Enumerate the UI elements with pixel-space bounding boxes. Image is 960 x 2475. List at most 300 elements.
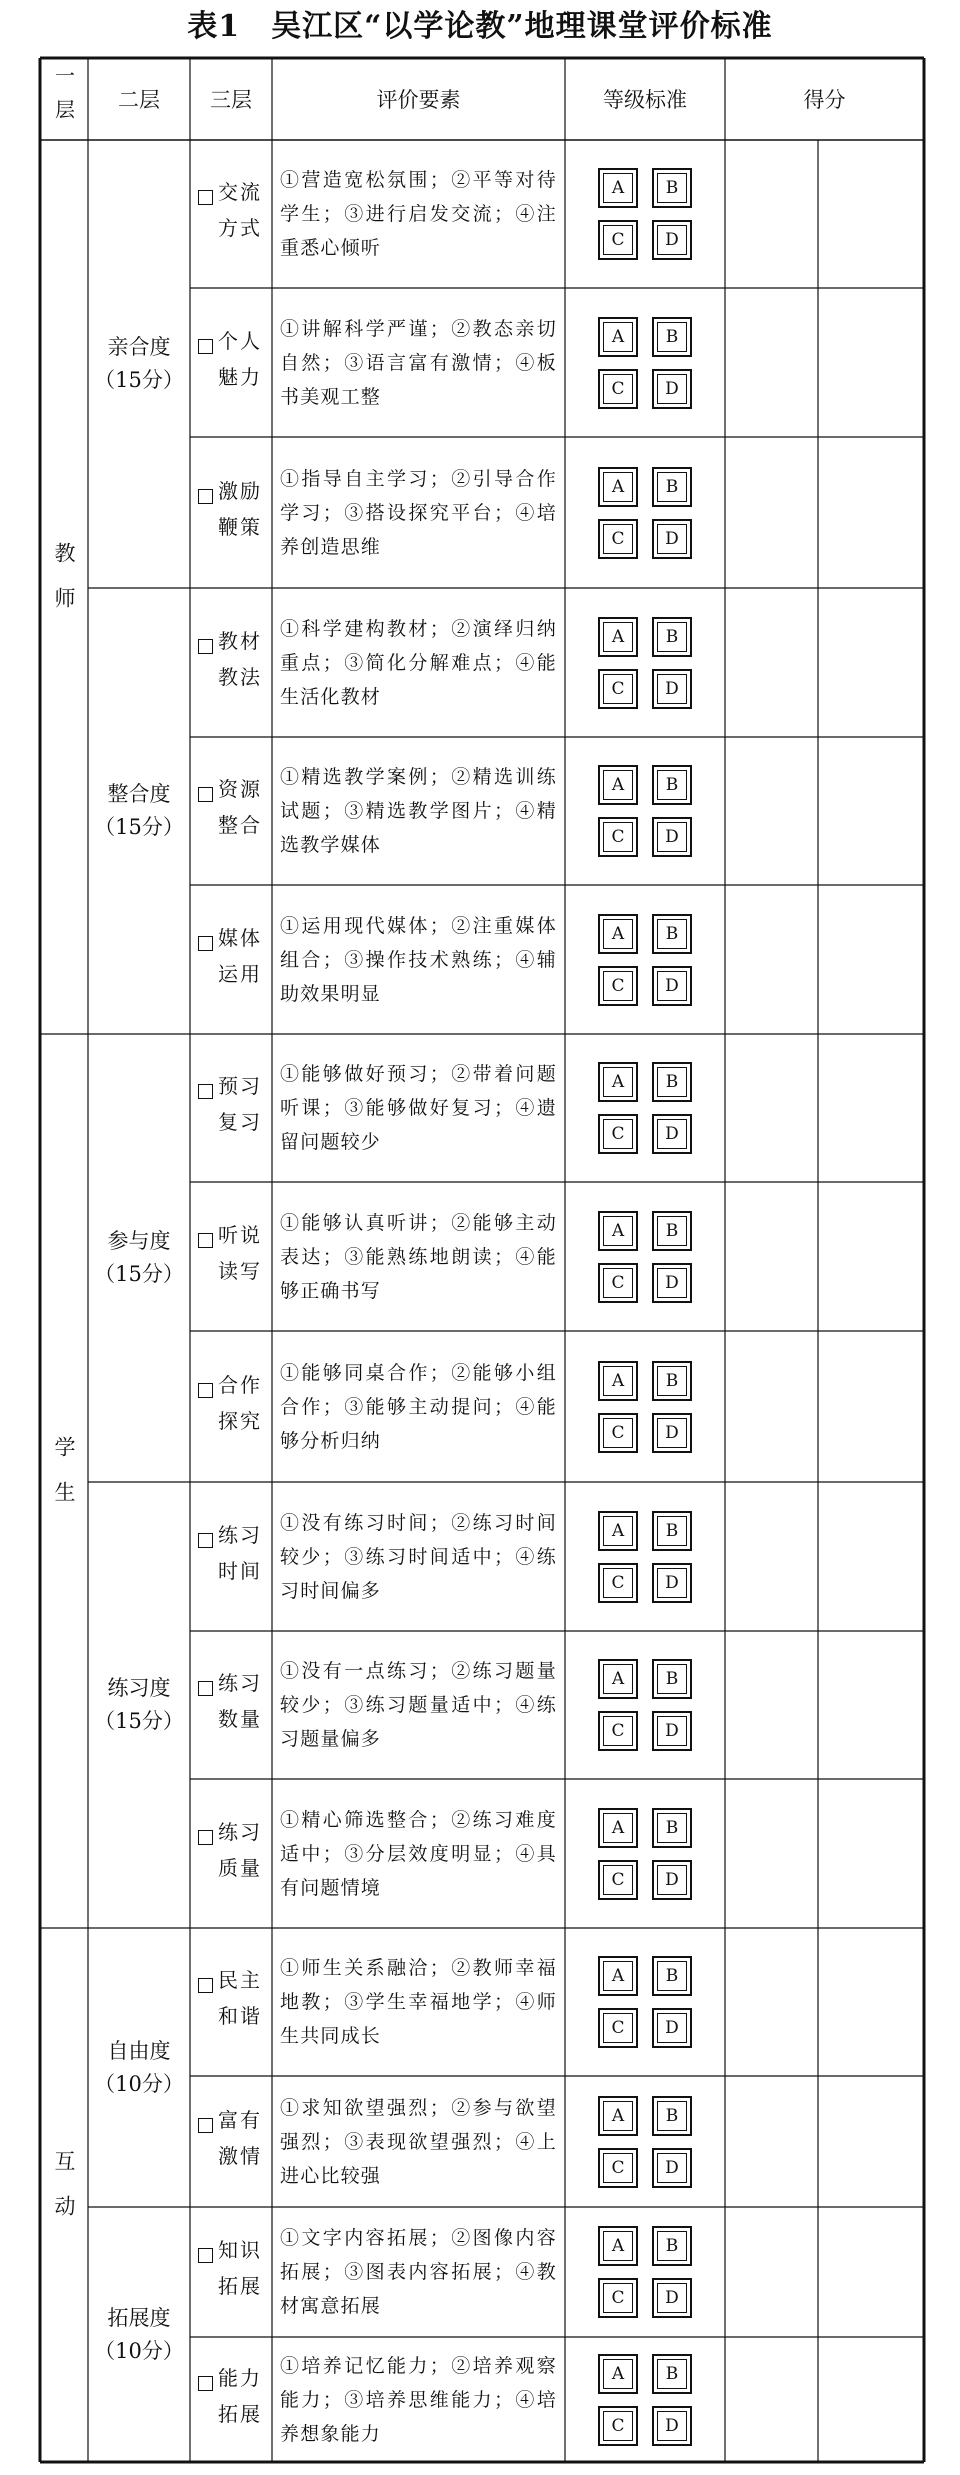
grade-option-label: D bbox=[657, 1716, 687, 1746]
level3-checkbox[interactable] bbox=[198, 1084, 213, 1099]
level3-label: 能力拓展 bbox=[218, 2365, 262, 2426]
level2-2-0: 自由度 （10分） bbox=[94, 2038, 184, 2096]
grade-option-d[interactable] bbox=[652, 669, 692, 709]
grade-option-label: D bbox=[657, 1418, 687, 1448]
grade-option-label: A bbox=[603, 1813, 633, 1843]
level3-cell bbox=[190, 737, 272, 885]
grade-option-b[interactable] bbox=[652, 617, 692, 657]
level3-checkbox[interactable] bbox=[198, 1233, 213, 1248]
grade-option-label: D bbox=[657, 822, 687, 852]
grade-row bbox=[598, 2406, 692, 2446]
requirements-text: ①能够做好预习；②带着问题听课；③能够做好复习；④遗留问题较少 bbox=[280, 1063, 557, 1153]
grade-option-label: D bbox=[657, 2153, 687, 2183]
grade-standard-cell bbox=[565, 437, 725, 588]
requirements-text: ①运用现代媒体；②注重媒体组合；③操作技术熟练；④辅助效果明显 bbox=[280, 914, 557, 1005]
grade-row bbox=[598, 817, 692, 857]
grade-option-label: C bbox=[603, 1418, 633, 1448]
grade-option-d[interactable] bbox=[652, 1563, 692, 1603]
score-total-cell[interactable] bbox=[818, 1779, 924, 1928]
grade-row bbox=[598, 2008, 692, 2048]
grade-row bbox=[598, 617, 692, 657]
level3-checkbox[interactable] bbox=[198, 1830, 213, 1845]
score-cell[interactable] bbox=[725, 1034, 818, 1182]
grade-option-d[interactable] bbox=[652, 2148, 692, 2188]
level3-label: 教材教法 bbox=[218, 628, 262, 689]
score-total-cell[interactable] bbox=[818, 288, 924, 437]
grade-row bbox=[598, 1263, 692, 1303]
grade-option-c[interactable] bbox=[598, 1860, 638, 1900]
grade-row bbox=[598, 467, 692, 507]
header-grade-standard: 等级标准 bbox=[603, 88, 687, 112]
grade-option-label: B bbox=[657, 1216, 687, 1246]
level3-cell bbox=[190, 140, 272, 288]
grade-option-label: C bbox=[603, 225, 633, 255]
grade-option-a[interactable] bbox=[598, 2354, 638, 2394]
level3-checkbox[interactable] bbox=[198, 936, 213, 951]
grade-option-label: D bbox=[657, 1119, 687, 1149]
level3-label: 练习时间 bbox=[218, 1522, 262, 1583]
score-total-cell[interactable] bbox=[818, 2207, 924, 2337]
grade-row bbox=[598, 1361, 692, 1401]
grade-option-a[interactable] bbox=[598, 1659, 638, 1699]
grade-option-label: C bbox=[603, 524, 633, 554]
grade-row bbox=[598, 1114, 692, 1154]
grade-option-label: B bbox=[657, 472, 687, 502]
grade-standard-cell bbox=[565, 2076, 725, 2207]
grade-option-label: A bbox=[603, 472, 633, 502]
grade-option-d[interactable] bbox=[652, 220, 692, 260]
score-total-cell[interactable] bbox=[818, 737, 924, 885]
grade-option-c[interactable] bbox=[598, 220, 638, 260]
grade-row bbox=[598, 168, 692, 208]
grade-row bbox=[598, 1211, 692, 1251]
level3-label: 合作探究 bbox=[218, 1372, 262, 1433]
grade-option-c[interactable] bbox=[598, 2278, 638, 2318]
grade-option-b[interactable] bbox=[652, 1808, 692, 1848]
grade-option-d[interactable] bbox=[652, 2406, 692, 2446]
header-requirements: 评价要素 bbox=[376, 88, 461, 112]
grade-option-label: D bbox=[657, 2411, 687, 2441]
grade-option-label: A bbox=[603, 1516, 633, 1546]
score-cell[interactable] bbox=[725, 288, 818, 437]
requirements-text: ①培养记忆能力；②培养观察能力；③培养思维能力；④培养想象能力 bbox=[280, 2354, 557, 2445]
header-level2: 二层 bbox=[118, 88, 160, 112]
grade-option-a[interactable] bbox=[598, 1956, 638, 1996]
score-cell[interactable] bbox=[725, 2076, 818, 2207]
grade-row bbox=[598, 1711, 692, 1751]
grade-option-b[interactable] bbox=[652, 2226, 692, 2266]
grade-option-d[interactable] bbox=[652, 519, 692, 559]
grade-option-label: D bbox=[657, 2013, 687, 2043]
level3-item bbox=[198, 1970, 264, 2034]
grade-option-b[interactable] bbox=[652, 1361, 692, 1401]
level3-item bbox=[198, 1076, 264, 1140]
score-total-cell[interactable] bbox=[818, 140, 924, 288]
score-total-cell[interactable] bbox=[818, 2076, 924, 2207]
level3-checkbox[interactable] bbox=[198, 639, 213, 654]
grade-option-label: B bbox=[657, 173, 687, 203]
grade-row bbox=[598, 966, 692, 1006]
grade-option-label: D bbox=[657, 971, 687, 1001]
grade-option-d[interactable] bbox=[652, 369, 692, 409]
grade-option-label: D bbox=[657, 1568, 687, 1598]
grade-row bbox=[598, 2148, 692, 2188]
level3-label: 预习复习 bbox=[218, 1074, 262, 1134]
grade-option-label: A bbox=[603, 1067, 633, 1097]
level1-1: 学生 bbox=[52, 1436, 76, 1526]
grade-standard-cell bbox=[565, 737, 725, 885]
grade-option-b[interactable] bbox=[652, 1511, 692, 1551]
level2-1-0: 参与度 （15分） bbox=[94, 1229, 184, 1286]
score-cell[interactable] bbox=[725, 2207, 818, 2337]
grade-option-d[interactable] bbox=[652, 1263, 692, 1303]
grade-option-c[interactable] bbox=[598, 1263, 638, 1303]
grade-option-label: B bbox=[657, 622, 687, 652]
score-cell[interactable] bbox=[725, 588, 818, 737]
level3-label: 资源整合 bbox=[218, 777, 262, 837]
grade-option-label: C bbox=[603, 2013, 633, 2043]
grade-option-a[interactable] bbox=[598, 317, 638, 357]
grade-option-label: A bbox=[603, 2359, 633, 2389]
grade-option-c[interactable] bbox=[598, 2008, 638, 2048]
grade-option-label: D bbox=[657, 1268, 687, 1298]
level3-checkbox[interactable] bbox=[198, 339, 213, 354]
requirements-cell bbox=[272, 737, 565, 885]
level3-cell bbox=[190, 588, 272, 737]
grade-standard-cell bbox=[565, 885, 725, 1034]
grade-option-label: C bbox=[603, 822, 633, 852]
grade-option-label: D bbox=[657, 1865, 687, 1895]
score-cell[interactable] bbox=[725, 1631, 818, 1779]
level3-checkbox[interactable] bbox=[198, 489, 213, 504]
requirements-cell bbox=[272, 1034, 565, 1182]
grade-option-b[interactable] bbox=[652, 1659, 692, 1699]
table-title: 表1 吴江区“以学论教”地理课堂评价标准 bbox=[187, 9, 773, 44]
grade-option-label: A bbox=[603, 1366, 633, 1396]
grade-option-label: A bbox=[603, 2231, 633, 2261]
score-total-cell[interactable] bbox=[818, 588, 924, 737]
grade-option-label: B bbox=[657, 1961, 687, 1991]
grade-option-label: A bbox=[603, 1961, 633, 1991]
score-cell[interactable] bbox=[725, 1928, 818, 2076]
grade-option-a[interactable] bbox=[598, 2096, 638, 2136]
grade-option-b[interactable] bbox=[652, 1062, 692, 1102]
grade-option-d[interactable] bbox=[652, 1711, 692, 1751]
grade-option-a[interactable] bbox=[598, 1211, 638, 1251]
level1-2: 互动 bbox=[52, 2150, 76, 2240]
grade-option-b[interactable] bbox=[652, 765, 692, 805]
level3-checkbox[interactable] bbox=[198, 2118, 213, 2133]
requirements-cell bbox=[272, 2076, 565, 2207]
requirements-text: ①科学建构教材；②演绎归纳重点；③简化分解难点；④能生活化教材 bbox=[280, 617, 557, 708]
grade-option-b[interactable] bbox=[652, 1956, 692, 1996]
score-total-cell[interactable] bbox=[818, 2337, 924, 2462]
grade-option-label: A bbox=[603, 1216, 633, 1246]
level3-cell bbox=[190, 437, 272, 588]
level3-label: 听说读写 bbox=[218, 1222, 262, 1283]
grade-option-label: C bbox=[603, 1716, 633, 1746]
grade-row bbox=[598, 669, 692, 709]
score-cell[interactable] bbox=[725, 437, 818, 588]
grade-option-a[interactable] bbox=[598, 2226, 638, 2266]
grade-option-label: C bbox=[603, 1865, 633, 1895]
grade-option-b[interactable] bbox=[652, 2354, 692, 2394]
grade-option-label: B bbox=[657, 1067, 687, 1097]
grade-option-c[interactable] bbox=[598, 966, 638, 1006]
score-cell[interactable] bbox=[725, 1482, 818, 1631]
requirements-cell bbox=[272, 140, 565, 288]
level3-item bbox=[198, 182, 264, 246]
grade-standard-cell bbox=[565, 1182, 725, 1331]
level3-item bbox=[198, 2107, 264, 2174]
grade-row bbox=[598, 1062, 692, 1102]
grade-option-label: A bbox=[603, 919, 633, 949]
score-cell[interactable] bbox=[725, 885, 818, 1034]
grade-option-label: A bbox=[603, 770, 633, 800]
requirements-text: ①师生关系融洽；②教师幸福地教；③学生幸福地学；④师生共同成长 bbox=[280, 1957, 557, 2047]
grade-row bbox=[598, 1659, 692, 1699]
grade-row bbox=[598, 1511, 692, 1551]
score-total-cell[interactable] bbox=[818, 1331, 924, 1482]
requirements-cell bbox=[272, 288, 565, 437]
score-cell[interactable] bbox=[725, 2337, 818, 2462]
grade-option-a[interactable] bbox=[598, 765, 638, 805]
level2-1-1: 练习度 （15分） bbox=[94, 1676, 184, 1733]
level3-checkbox[interactable] bbox=[198, 1978, 213, 1993]
grade-option-a[interactable] bbox=[598, 1511, 638, 1551]
level3-cell bbox=[190, 2337, 272, 2462]
grade-row bbox=[598, 519, 692, 559]
requirements-text: ①讲解科学严谨；②教态亲切自然；③语言富有激情；④板书美观工整 bbox=[280, 317, 557, 408]
grade-option-label: C bbox=[603, 971, 633, 1001]
level3-item bbox=[198, 1222, 264, 1289]
grade-option-b[interactable] bbox=[652, 914, 692, 954]
grade-row bbox=[598, 2354, 692, 2394]
grade-standard-cell bbox=[565, 588, 725, 737]
requirements-cell bbox=[272, 588, 565, 737]
grade-option-c[interactable] bbox=[598, 2406, 638, 2446]
grade-option-label: B bbox=[657, 1366, 687, 1396]
grade-option-a[interactable] bbox=[598, 467, 638, 507]
level3-cell bbox=[190, 1331, 272, 1482]
grade-standard-cell bbox=[565, 1331, 725, 1482]
score-cell[interactable] bbox=[725, 140, 818, 288]
level3-checkbox[interactable] bbox=[198, 1681, 213, 1696]
requirements-cell bbox=[272, 1482, 565, 1631]
grade-option-b[interactable] bbox=[652, 168, 692, 208]
grade-standard-cell bbox=[565, 1928, 725, 2076]
level3-label: 个人魅力 bbox=[218, 328, 262, 389]
grade-standard-cell bbox=[565, 2207, 725, 2337]
requirements-cell bbox=[272, 1182, 565, 1331]
level3-label: 练习数量 bbox=[218, 1671, 262, 1731]
grade-option-a[interactable] bbox=[598, 1361, 638, 1401]
requirements-text: ①指导自主学习；②引导合作学习；③搭设探究平台；④培养创造思维 bbox=[280, 467, 557, 558]
level2-2-1: 拓展度 （10分） bbox=[94, 2305, 184, 2363]
level3-item bbox=[198, 1673, 264, 1737]
level3-cell bbox=[190, 1034, 272, 1182]
requirements-text: ①没有练习时间；②练习时间较少；③练习时间适中；④练习时间偏多 bbox=[280, 1511, 557, 1602]
grade-option-label: D bbox=[657, 374, 687, 404]
grade-option-label: A bbox=[603, 322, 633, 352]
grade-option-label: B bbox=[657, 2101, 687, 2131]
grade-standard-cell bbox=[565, 1034, 725, 1182]
level3-item bbox=[198, 925, 264, 992]
grade-option-label: B bbox=[657, 1813, 687, 1843]
grade-option-d[interactable] bbox=[652, 1413, 692, 1453]
grade-row bbox=[598, 1563, 692, 1603]
header-score: 得分 bbox=[803, 88, 846, 112]
level3-item bbox=[198, 1522, 264, 1589]
level3-item bbox=[198, 1372, 264, 1439]
score-total-cell[interactable] bbox=[818, 1928, 924, 2076]
score-total-cell[interactable] bbox=[818, 1482, 924, 1631]
grade-option-label: B bbox=[657, 322, 687, 352]
grade-option-label: C bbox=[603, 2283, 633, 2313]
level3-cell bbox=[190, 1928, 272, 2076]
header-level1: 一层 bbox=[51, 65, 76, 133]
grade-option-label: C bbox=[603, 1119, 633, 1149]
level3-label: 练习质量 bbox=[218, 1819, 262, 1880]
grade-row bbox=[598, 1808, 692, 1848]
requirements-text: ①能够认真听讲；②能够主动表达；③能熟练地朗读；④能够正确书写 bbox=[280, 1211, 557, 1302]
grade-option-c[interactable] bbox=[598, 369, 638, 409]
grade-option-label: C bbox=[603, 1568, 633, 1598]
grade-row bbox=[598, 317, 692, 357]
header-level3: 三层 bbox=[210, 88, 252, 112]
grade-option-a[interactable] bbox=[598, 617, 638, 657]
requirements-cell bbox=[272, 1331, 565, 1482]
score-total-cell[interactable] bbox=[818, 885, 924, 1034]
requirements-text: ①营造宽松氛围；②平等对待学生；③进行启发交流；④注重悉心倾听 bbox=[280, 169, 557, 259]
grade-option-label: B bbox=[657, 2359, 687, 2389]
grade-option-d[interactable] bbox=[652, 2008, 692, 2048]
level3-checkbox[interactable] bbox=[198, 1533, 213, 1548]
grade-option-b[interactable] bbox=[652, 317, 692, 357]
grade-option-d[interactable] bbox=[652, 966, 692, 1006]
level3-checkbox[interactable] bbox=[198, 2248, 213, 2263]
grade-option-label: C bbox=[603, 1268, 633, 1298]
requirements-text: ①求知欲望强烈；②参与欲望强烈；③表现欲望强烈；④上进心比较强 bbox=[280, 2096, 557, 2187]
level3-cell bbox=[190, 1482, 272, 1631]
grade-option-a[interactable] bbox=[598, 914, 638, 954]
requirements-cell bbox=[272, 1779, 565, 1928]
grade-option-a[interactable] bbox=[598, 168, 638, 208]
grade-option-a[interactable] bbox=[598, 1062, 638, 1102]
requirements-cell bbox=[272, 437, 565, 588]
requirements-text: ①没有一点练习；②练习题量较少；③练习题量适中；④练习题量偏多 bbox=[280, 1660, 557, 1750]
requirements-cell bbox=[272, 2337, 565, 2462]
grade-row bbox=[598, 765, 692, 805]
level3-label: 民主和谐 bbox=[218, 1968, 262, 2028]
grade-option-c[interactable] bbox=[598, 1413, 638, 1453]
score-total-cell[interactable] bbox=[818, 1631, 924, 1779]
level3-cell bbox=[190, 288, 272, 437]
grade-option-label: B bbox=[657, 2231, 687, 2261]
requirements-cell bbox=[272, 885, 565, 1034]
grade-option-b[interactable] bbox=[652, 1211, 692, 1251]
level3-item bbox=[198, 2240, 264, 2304]
grade-row bbox=[598, 2278, 692, 2318]
grade-option-d[interactable] bbox=[652, 817, 692, 857]
grade-option-c[interactable] bbox=[598, 817, 638, 857]
grade-row bbox=[598, 2096, 692, 2136]
grade-option-label: C bbox=[603, 2411, 633, 2441]
grade-standard-cell bbox=[565, 2337, 725, 2462]
level3-cell bbox=[190, 885, 272, 1034]
level3-label: 交流方式 bbox=[218, 180, 262, 240]
requirements-cell bbox=[272, 1631, 565, 1779]
level3-checkbox[interactable] bbox=[198, 1383, 213, 1398]
level3-label: 激励鞭策 bbox=[218, 478, 262, 539]
score-total-cell[interactable] bbox=[818, 1182, 924, 1331]
grade-option-label: B bbox=[657, 1664, 687, 1694]
level2-0-0: 亲合度 （15分） bbox=[94, 335, 184, 392]
score-cell[interactable] bbox=[725, 1182, 818, 1331]
score-cell[interactable] bbox=[725, 1331, 818, 1482]
grade-standard-cell bbox=[565, 1631, 725, 1779]
grade-standard-cell bbox=[565, 1779, 725, 1928]
grade-option-c[interactable] bbox=[598, 2148, 638, 2188]
score-cell[interactable] bbox=[725, 1779, 818, 1928]
grade-option-label: C bbox=[603, 674, 633, 704]
grade-option-c[interactable] bbox=[598, 1114, 638, 1154]
requirements-cell bbox=[272, 1928, 565, 2076]
grade-option-label: D bbox=[657, 674, 687, 704]
grade-option-label: D bbox=[657, 2283, 687, 2313]
level3-item bbox=[198, 1819, 264, 1886]
grade-option-label: B bbox=[657, 919, 687, 949]
grade-option-label: A bbox=[603, 173, 633, 203]
level3-label: 知识拓展 bbox=[218, 2238, 262, 2298]
score-cell[interactable] bbox=[725, 737, 818, 885]
grade-option-b[interactable] bbox=[652, 467, 692, 507]
level3-item bbox=[198, 478, 264, 545]
grade-option-d[interactable] bbox=[652, 1860, 692, 1900]
grade-row bbox=[598, 369, 692, 409]
level3-item bbox=[198, 2365, 264, 2432]
grade-row bbox=[598, 1956, 692, 1996]
grade-option-c[interactable] bbox=[598, 1711, 638, 1751]
level3-cell bbox=[190, 2076, 272, 2207]
grade-standard-cell bbox=[565, 140, 725, 288]
grade-option-label: A bbox=[603, 1664, 633, 1694]
grade-option-c[interactable] bbox=[598, 1563, 638, 1603]
level2-0-1: 整合度 （15分） bbox=[94, 782, 184, 839]
requirements-text: ①能够同桌合作；②能够小组合作；③能够主动提问；④能够分析归纳 bbox=[280, 1361, 557, 1452]
grade-row bbox=[598, 2226, 692, 2266]
grade-option-d[interactable] bbox=[652, 1114, 692, 1154]
level3-checkbox[interactable] bbox=[198, 190, 213, 205]
grade-option-d[interactable] bbox=[652, 2278, 692, 2318]
level3-checkbox[interactable] bbox=[198, 2376, 213, 2391]
grade-option-b[interactable] bbox=[652, 2096, 692, 2136]
grade-option-a[interactable] bbox=[598, 1808, 638, 1848]
grade-option-label: C bbox=[603, 2153, 633, 2183]
grade-option-c[interactable] bbox=[598, 519, 638, 559]
grade-option-label: C bbox=[603, 374, 633, 404]
grade-option-c[interactable] bbox=[598, 669, 638, 709]
level3-checkbox[interactable] bbox=[198, 787, 213, 802]
level3-cell bbox=[190, 2207, 272, 2337]
requirements-text: ①文字内容拓展；②图像内容拓展；③图表内容拓展；④教材寓意拓展 bbox=[280, 2227, 557, 2317]
score-total-cell[interactable] bbox=[818, 437, 924, 588]
level3-cell bbox=[190, 1779, 272, 1928]
grade-standard-cell bbox=[565, 1482, 725, 1631]
level3-cell bbox=[190, 1631, 272, 1779]
score-total-cell[interactable] bbox=[818, 1034, 924, 1182]
grade-row bbox=[598, 220, 692, 260]
